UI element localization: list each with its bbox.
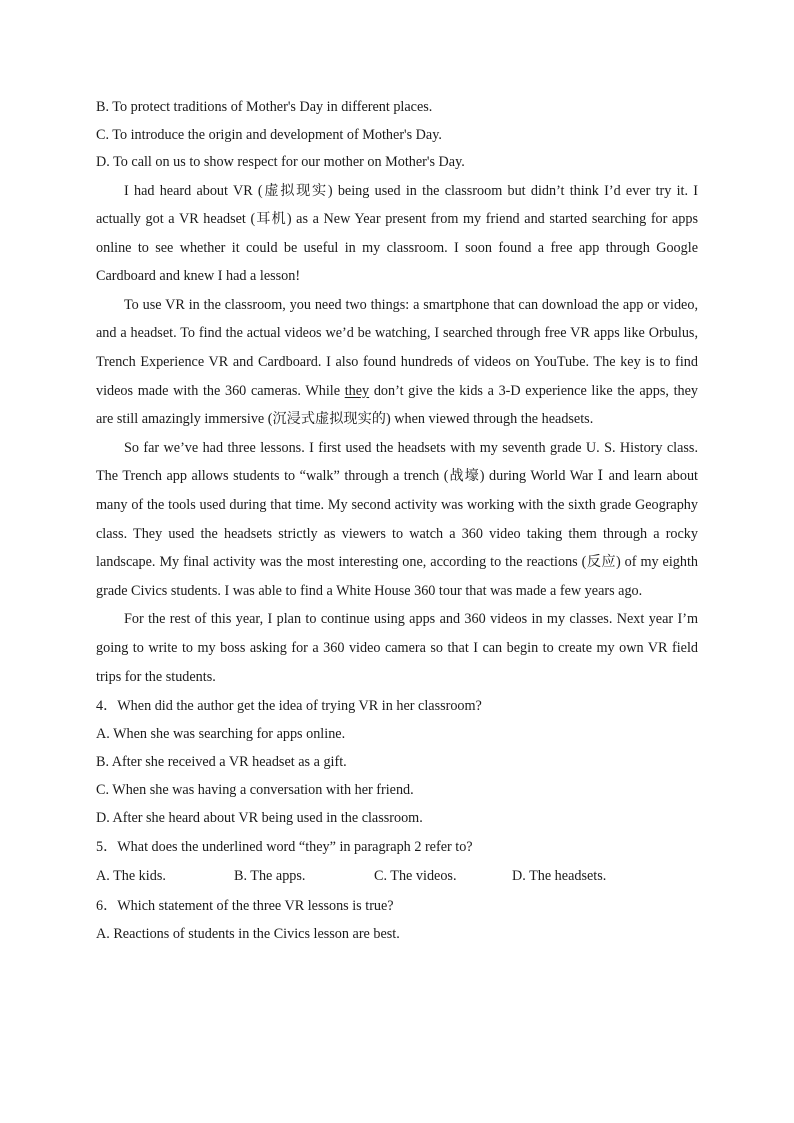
previous-question-options xyxy=(96,94,698,177)
options-row xyxy=(96,862,698,891)
option-a: A. When she was searching for apps online. xyxy=(96,726,346,743)
paragraph-2-text-a: To use VR in the classroom, you need two things: a smartphone that can download the app or video, and a headset. To find the actual videos we’d be watching, I searched through free VR apps like Orbulus, Trench Experience VR and Cardboard. I also found hundreds of videos on YouTube. The key is to find videos made with the 360 cameras. While xyxy=(96,296,698,399)
option-b: B. To protect traditions of Mother's Day in different places. xyxy=(96,99,433,115)
paragraph-1: I had heard about VR (虚拟现实) being used in the classroom but didn’t think I’d ever try it. I actually got a VR headset (耳机) as a New Year present from my friend and started searching for apps online to see whether it could be useful in my classroom. I soon found a free app through Google Cardboard and knew I had a lesson! xyxy=(96,182,698,285)
paragraph-2-text-b: don’t give the kids a 3-D experience like the apps, they are still amazingly immersive (沉浸式虚拟现实的) when viewed through the headsets. xyxy=(96,382,698,428)
option-a: A. The kids. xyxy=(96,868,166,885)
option-b: B. The apps. xyxy=(234,868,306,885)
question-stem: 5．What does the underlined word “they” in paragraph 2 refer to? xyxy=(96,839,473,856)
option-d: D. To call on us to show respect for our mother on Mother's Day. xyxy=(96,154,465,170)
underlined-word-they: they xyxy=(344,382,370,399)
option-c: C. To introduce the origin and development of Mother's Day. xyxy=(96,126,442,143)
question-4 xyxy=(96,692,698,832)
question-stem: 4．When did the author get the idea of trying VR in her classroom? xyxy=(96,698,482,715)
question-6 xyxy=(96,892,698,949)
paragraph-2 xyxy=(96,291,698,434)
option-c: C. When she was having a conversation with her friend. xyxy=(96,781,414,798)
paragraph-3: So far we’ve had three lessons. I first used the headsets with my seventh grade U. S. History class. The Trench app allows students to “walk” through a trench (战壕) during World War Ⅰ and learn about many of the tools used during that time. My second activity was working with the sixth grade Geography class. They used the headsets strictly as viewers to watch a 360 video taking them through a rocky landscape. My final activity was the most interesting one, according to the reactions (反应) of my eighth grade Civics students. I was able to find a White House 360 tour that was made a few years ago. xyxy=(96,439,698,599)
document-page xyxy=(96,94,698,949)
option-b: B. After she received a VR headset as a gift. xyxy=(96,753,347,770)
option-c: C. The videos. xyxy=(374,868,457,885)
option-d: D. The headsets. xyxy=(512,868,607,885)
paragraph-4: For the rest of this year, I plan to continue using apps and 360 videos in my classes. Next year I’m going to write to my boss asking for a 360 video camera so that I can begin to create my own VR field trips for the students. xyxy=(96,611,698,685)
question-5 xyxy=(96,833,698,891)
question-stem: 6．Which statement of the three VR lessons is true? xyxy=(96,898,394,915)
reading-passage xyxy=(96,177,698,692)
option-d: D. After she heard about VR being used in the classroom. xyxy=(96,809,423,826)
option-a: A. Reactions of students in the Civics lesson are best. xyxy=(96,926,400,943)
